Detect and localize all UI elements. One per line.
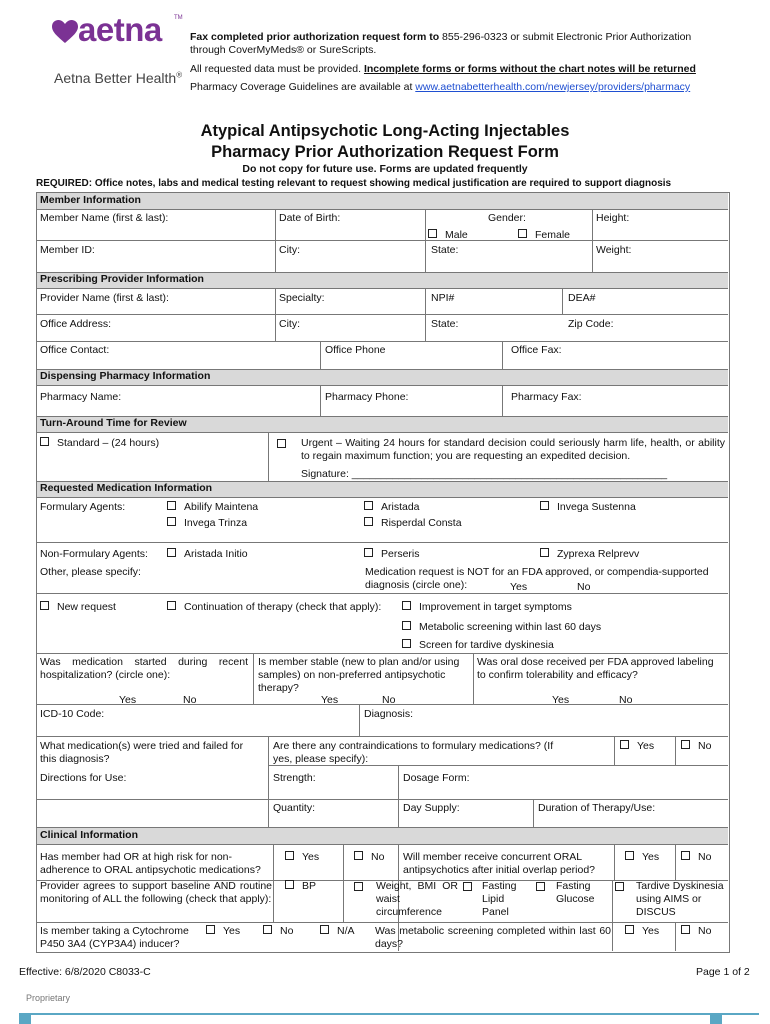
guidelines-link[interactable]: www.aetnabetterhealth.com/newjersey/providers/pharmacy: [415, 81, 691, 93]
effective-date: Effective: 6/8/2020 C8033-C: [19, 966, 151, 978]
zyprexa-option[interactable]: Zyprexa Relprevv: [540, 548, 639, 561]
cyp-na[interactable]: N/A: [320, 925, 355, 938]
height-label: Height:: [596, 212, 630, 224]
bp-option[interactable]: BP: [285, 880, 316, 893]
dob-label: Date of Birth:: [279, 212, 341, 224]
contraindication-question: Are there any contraindications to formulary medications? (If yes, please specify):: [273, 740, 554, 765]
gender-female[interactable]: Female: [518, 229, 570, 242]
cyp-no[interactable]: No: [263, 925, 293, 938]
member-city-label: City:: [279, 244, 300, 256]
request-form: [36, 192, 729, 952]
brand-subtitle: Aetna Better Health®: [54, 70, 183, 86]
medication-header: Requested Medication Information: [37, 481, 728, 497]
zip-label: Zip Code:: [568, 318, 614, 330]
member-name-label: Member Name (first & last):: [40, 212, 169, 224]
tried-question: What medication(s) were tried and failed for this diagnosis?: [40, 740, 244, 765]
form-title: Atypical Antipsychotic Long-Acting Injectables: [200, 122, 570, 140]
stable-no[interactable]: No: [382, 694, 396, 706]
tardive-aims-option: Tardive Dyskinesia using AIMS or DISCUS: [636, 880, 724, 918]
baseline-question: Provider agrees to support baseline AND routine monitoring of ALL the following (check that apply):: [40, 880, 272, 905]
metabolic-question: Was metabolic screening completed within last 60 days?: [375, 925, 611, 950]
footer-bar: [19, 1008, 759, 1024]
office-address-label: Office Address:: [40, 318, 112, 330]
heart-icon: [52, 20, 78, 44]
tardive-option[interactable]: Screen for tardive dyskinesia: [402, 639, 554, 652]
day-supply-label: Day Supply:: [403, 802, 460, 814]
guidelines-note: Pharmacy Coverage Guidelines are available at www.aetnabetterhealth.com/newjersey/providers/pharmacy: [190, 81, 691, 93]
quantity-label: Quantity:: [273, 802, 316, 814]
fax-instruction: Fax completed prior authorization request form to 855-296-0323 or submit Electronic Prior Authorization: [190, 31, 692, 43]
cyp-question: Is member taking a Cytochrome P450 3A4 (CYP3A4) inducer?: [40, 925, 189, 950]
urgent-text: Urgent – Waiting 24 hours for standard decision could seriously harm life, health, or ability to regain maximum function; you are requesting an expedited decision.: [301, 437, 725, 462]
member-id-label: Member ID:: [40, 244, 95, 256]
nonformulary-label: Non-Formulary Agents:: [40, 548, 148, 560]
weight-bmi-checkbox[interactable]: [354, 882, 363, 891]
fasting-glucose-option: Fasting Glucose: [556, 880, 595, 905]
female-checkbox[interactable]: [518, 229, 527, 238]
provider-name-label: Provider Name (first & last):: [40, 292, 169, 304]
risk-question: Has member had OR at high risk for non-adherence to ORAL antipsychotic medications?: [40, 851, 261, 876]
hosp-yes[interactable]: Yes: [119, 694, 137, 706]
concurrent-yes[interactable]: Yes: [625, 851, 659, 864]
abilify-option[interactable]: Abilify Maintena: [167, 501, 258, 514]
risk-yes[interactable]: Yes: [285, 851, 319, 864]
npi-label: NPI#: [431, 292, 455, 304]
aristada-initio-option[interactable]: Aristada Initio: [167, 548, 248, 561]
copy-warning: Do not copy for future use. Forms are updated frequently: [242, 163, 528, 175]
weight-label: Weight:: [596, 244, 632, 256]
member-header: Member Information: [37, 193, 728, 209]
fasting-glucose-checkbox[interactable]: [536, 882, 545, 891]
form-subtitle: Pharmacy Prior Authorization Request Form: [211, 143, 559, 161]
fda-yes[interactable]: Yes: [510, 581, 528, 593]
gender-male[interactable]: Male: [428, 229, 468, 242]
contraind-yes[interactable]: Yes: [620, 740, 654, 753]
provider-state-label: State:: [431, 318, 459, 330]
risperdal-option[interactable]: Risperdal Consta: [364, 517, 462, 530]
metabolic-option[interactable]: Metabolic screening within last 60 days: [402, 621, 601, 634]
other-label: Other, please specify:: [40, 566, 141, 578]
fda-no[interactable]: No: [577, 581, 591, 593]
gender-label: Gender:: [488, 212, 526, 224]
improvement-option[interactable]: Improvement in target symptoms: [402, 601, 572, 614]
directions-label: Directions for Use:: [40, 772, 127, 784]
concurrent-no[interactable]: No: [681, 851, 711, 864]
office-contact-label: Office Contact:: [40, 344, 110, 356]
hospitalization-question: Was medication started during recent hospitalization? (circle one):: [40, 656, 248, 681]
pharmacy-fax-label: Pharmacy Fax:: [511, 391, 582, 403]
contraind-no[interactable]: No: [681, 740, 711, 753]
perseris-option[interactable]: Perseris: [364, 548, 420, 561]
fasting-lipid-checkbox[interactable]: [463, 882, 472, 891]
pharmacy-header: Dispensing Pharmacy Information: [37, 369, 728, 385]
clinical-header: Clinical Information: [37, 827, 728, 844]
required-note: REQUIRED: Office notes, labs and medical testing relevant to request showing medical justification are required to support diagnosis: [36, 178, 672, 189]
dea-label: DEA#: [568, 292, 596, 304]
pharmacy-phone-label: Pharmacy Phone:: [325, 391, 409, 403]
aristada-option[interactable]: Aristada: [364, 501, 420, 514]
cyp-yes[interactable]: Yes: [206, 925, 240, 938]
diagnosis-label: Diagnosis:: [364, 708, 414, 720]
stable-question: Is member stable (new to plan and/or using samples) on non-preferred antipsychotic therapy?: [258, 656, 460, 694]
page-number: Page 1 of 2: [696, 966, 750, 978]
requirement-note: All requested data must be provided. Incomplete forms or forms without the chart notes will be returned: [190, 63, 696, 75]
stable-yes[interactable]: Yes: [321, 694, 339, 706]
formulary-label: Formulary Agents:: [40, 501, 126, 513]
tardive-aims-checkbox[interactable]: [615, 882, 624, 891]
dosage-form-label: Dosage Form:: [403, 772, 470, 784]
hosp-no[interactable]: No: [183, 694, 197, 706]
continuation-option[interactable]: Continuation of therapy (check that apply):: [167, 601, 381, 614]
specialty-label: Specialty:: [279, 292, 325, 304]
invega-sustenna-option[interactable]: Invega Sustenna: [540, 501, 636, 514]
office-phone-label: Office Phone: [325, 344, 386, 356]
urgent-checkbox[interactable]: [277, 439, 286, 448]
aetna-logo: [52, 11, 183, 50]
proprietary-label: Proprietary: [26, 993, 71, 1003]
weight-bmi-option: Weight, BMI OR waist circumference: [376, 880, 458, 918]
standard-option[interactable]: Standard – (24 hours): [40, 437, 159, 450]
oral-no[interactable]: No: [619, 694, 633, 706]
provider-header: Prescribing Provider Information: [37, 272, 728, 288]
strength-label: Strength:: [273, 772, 316, 784]
metabolic-yes[interactable]: Yes: [625, 925, 659, 938]
pharmacy-name-label: Pharmacy Name:: [40, 391, 122, 403]
member-state-label: State:: [431, 244, 459, 256]
signature-line[interactable]: Signature: ______________________________________________________: [301, 468, 668, 480]
invega-trinza-option[interactable]: Invega Trinza: [167, 517, 247, 530]
new-request-option[interactable]: New request: [40, 601, 116, 614]
standard-checkbox[interactable]: [40, 437, 49, 446]
oral-yes[interactable]: Yes: [552, 694, 570, 706]
metabolic-no[interactable]: No: [681, 925, 711, 938]
brand-name: aetna: [78, 11, 162, 48]
oral-dose-question: Was oral dose received per FDA approved labeling to confirm tolerability and efficacy?: [477, 656, 714, 681]
concurrent-question: Will member receive concurrent ORAL antipsychotics after initial overlap period?: [403, 851, 596, 876]
fasting-lipid-option: Fasting Lipid Panel: [482, 880, 517, 918]
risk-no[interactable]: No: [354, 851, 384, 864]
male-checkbox[interactable]: [428, 229, 437, 238]
icd-label: ICD-10 Code:: [40, 708, 105, 720]
turnaround-header: Turn-Around Time for Review: [37, 416, 728, 432]
fda-note: Medication request is NOT for an FDA approved, or compendia-supported diagnosis (circle one):: [365, 566, 709, 591]
duration-label: Duration of Therapy/Use:: [538, 802, 656, 814]
fax-instruction-2: through CoverMyMeds® or SureScripts.: [190, 44, 377, 56]
trademark: TM: [174, 15, 183, 21]
provider-city-label: City:: [279, 318, 300, 330]
office-fax-label: Office Fax:: [511, 344, 562, 356]
